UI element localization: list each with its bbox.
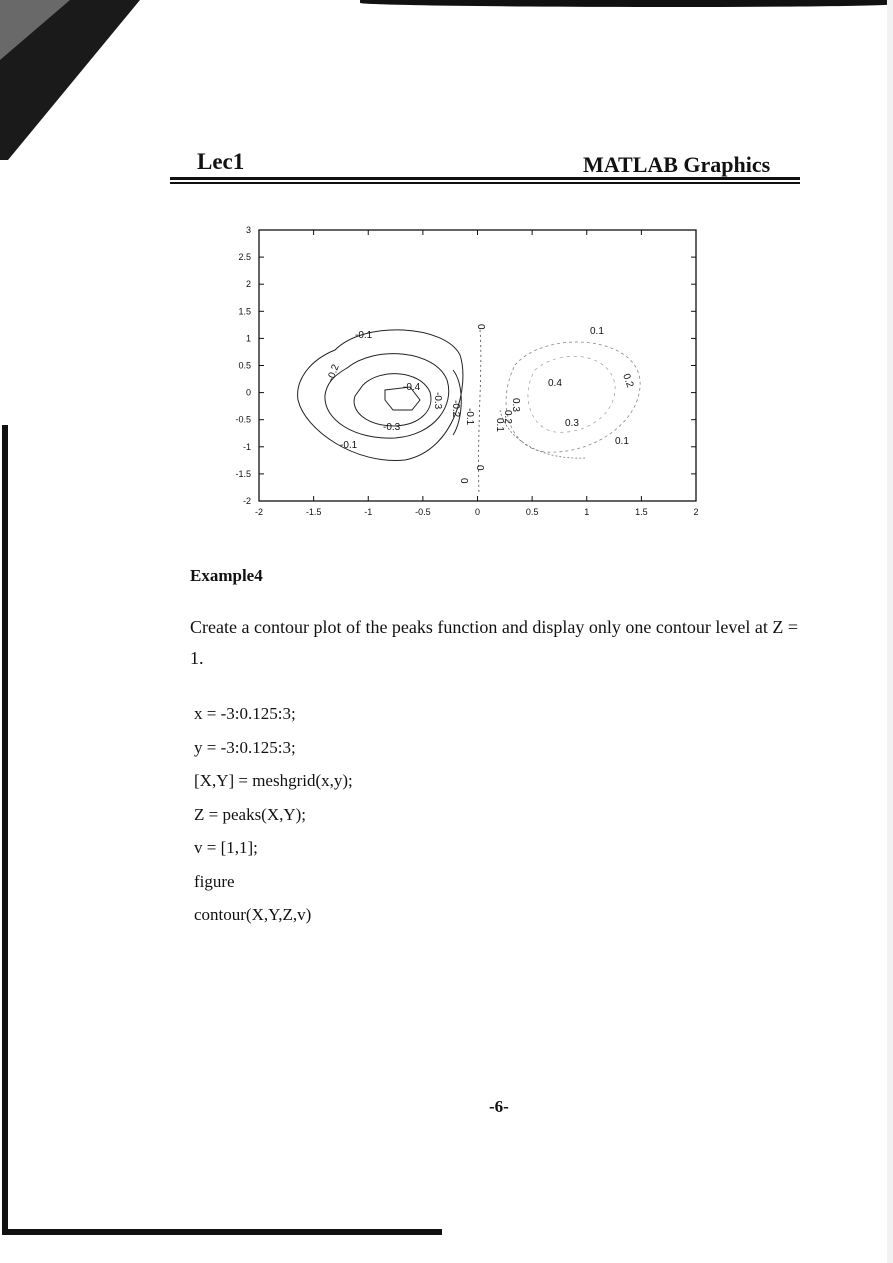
code-line: y = -3:0.125:3; [194, 737, 296, 757]
y-tick-label: -1 [242, 441, 251, 452]
example-heading: Example4 [190, 566, 263, 585]
contour-label: -0.3 [432, 392, 443, 410]
scan-corner-shadow [0, 0, 160, 170]
code-block [194, 697, 353, 932]
code-line: v = [1,1]; [194, 838, 258, 857]
contour-plot [215, 220, 715, 530]
code-line: figure [194, 871, 235, 891]
code-line: Z = peaks(X,Y); [194, 804, 307, 824]
subject-title: MATLAB Graphics [583, 152, 771, 177]
code-line: contour(X,Y,Z,v) [194, 905, 312, 924]
x-tick-label: 2 [693, 507, 699, 517]
contour-label: 0 [458, 478, 469, 484]
x-tick-label: -0.5 [415, 507, 431, 517]
x-tick-label: 0 [474, 507, 481, 517]
y-tick-label: 0.5 [238, 360, 251, 371]
contour-label: -0.1 [340, 440, 358, 451]
contour-label: 0.1 [494, 418, 505, 432]
y-tick-label: 3 [245, 225, 251, 235]
axis-ticks [259, 230, 696, 501]
y-tick-label: 2.5 [238, 252, 251, 263]
contour-label: 0 [474, 465, 485, 471]
y-tick-label: -2 [242, 496, 251, 506]
x-tick-label: -2 [254, 507, 264, 517]
x-tick-label: 1.5 [635, 507, 648, 517]
lecture-title: Lec1 [197, 149, 245, 174]
contour-label: 0.2 [502, 410, 513, 424]
contour-label: -0.1 [355, 330, 373, 341]
contour-label: -0.1 [464, 408, 475, 426]
contour-label: -0.2 [325, 363, 342, 384]
contour-label: 0.2 [620, 372, 636, 390]
contour-label: -0.2 [450, 400, 461, 418]
y-tick-label: -1.5 [235, 468, 251, 479]
code-line: x = -3:0.125:3; [194, 704, 296, 723]
code-line: [X,Y] = meshgrid(x,y); [194, 771, 353, 790]
scan-right-edge [887, 0, 893, 1263]
scan-bottom-edge [2, 1229, 442, 1235]
x-tick-label: -1 [364, 507, 373, 517]
scan-top-edge [360, 0, 893, 7]
plot-frame [259, 230, 696, 501]
contour-label: -0.4 [403, 382, 421, 393]
contour-label: 0.1 [590, 326, 604, 337]
header-rule [170, 177, 800, 180]
x-tick-label: 1 [584, 507, 590, 517]
contour-label: 0 [475, 324, 486, 330]
contour-label: 0.3 [510, 398, 521, 412]
contour-label: -0.3 [383, 422, 401, 433]
x-tick-label: 0.5 [525, 507, 539, 517]
contour-label: 0.4 [548, 378, 562, 389]
page-number: -6- [489, 1097, 509, 1116]
y-tick-label: 1 [245, 333, 251, 344]
y-tick-label: 2 [245, 279, 251, 290]
y-tick-label: 1.5 [238, 306, 251, 317]
y-tick-label: -0.5 [235, 414, 251, 425]
x-tick-label: -1.5 [305, 507, 322, 517]
scan-left-edge [2, 425, 8, 1235]
example-description: Create a contour plot of the peaks function and display only one contour level at Z = 1. [190, 617, 798, 668]
contour-label: 0.3 [565, 418, 579, 429]
y-tick-label: 0 [245, 387, 251, 398]
contour-label: 0.1 [615, 436, 629, 447]
header-rule-thin [170, 182, 800, 184]
